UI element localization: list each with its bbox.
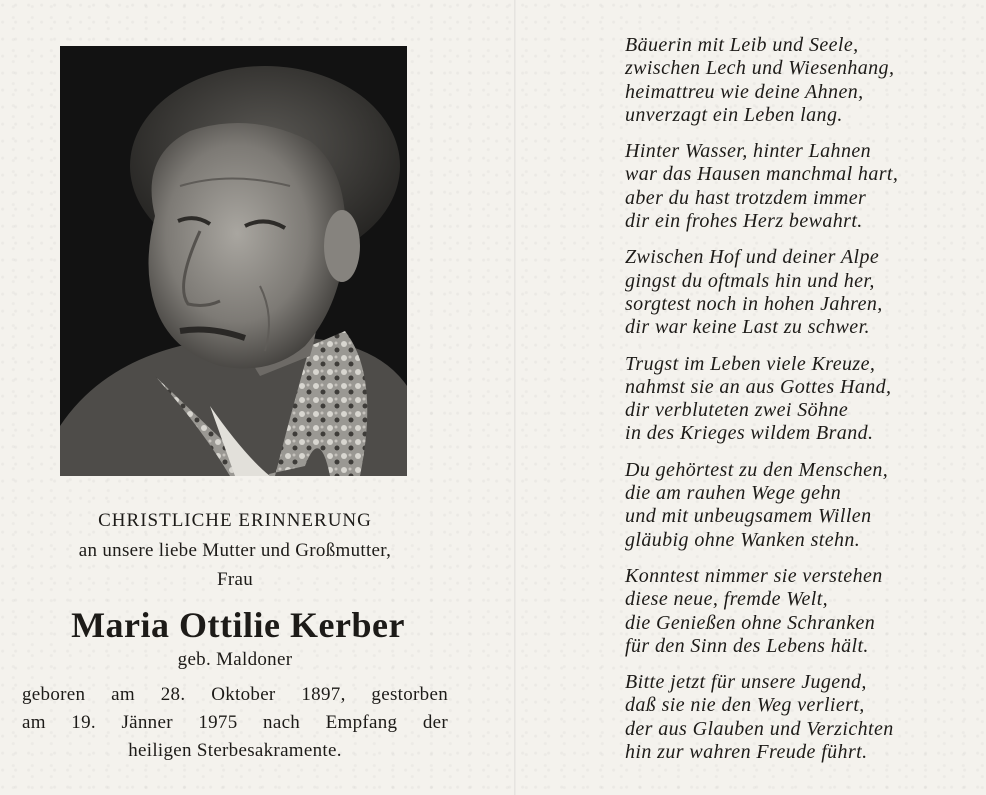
poem-line: dir ein frohes Herz bewahrt. xyxy=(625,210,863,233)
maiden-name: geb. Maldoner xyxy=(177,649,293,670)
poem-line: nahmst sie an aus Gottes Hand, xyxy=(625,375,892,398)
poem-line: Hinter Wasser, hinter Lahnen xyxy=(625,140,872,163)
poem xyxy=(625,34,965,777)
poem-line: die Genießen ohne Schranken xyxy=(625,611,876,634)
poem-line: und mit unbeugsamem Willen xyxy=(625,505,872,528)
poem-line: Konntest nimmer sie verstehen xyxy=(625,564,883,587)
poem-line: war das Hausen manchmal hart, xyxy=(625,163,899,186)
card-fold xyxy=(514,0,516,795)
poem-line: Du gehörtest zu den Menschen, xyxy=(625,458,889,481)
poem-line: der aus Glauben und Verzichten xyxy=(625,717,894,740)
intro-line: an unsere liebe Mutter und Großmutter, xyxy=(78,540,392,561)
poem-stanza xyxy=(625,353,965,446)
poem-line: dir verbluteten zwei Söhne xyxy=(625,399,849,422)
dates-line-2: am 19. Jänner 1975 nach Empfang der xyxy=(22,712,448,733)
poem-line: Zwischen Hof und deiner Alpe xyxy=(625,246,880,269)
poem-stanza xyxy=(625,671,965,764)
portrait-photo xyxy=(60,46,407,476)
poem-stanza xyxy=(625,565,965,658)
deceased-name: Maria Ottilie Kerber xyxy=(71,605,405,645)
title-word: Frau xyxy=(216,569,254,590)
poem-line: die am rauhen Wege gehn xyxy=(625,482,842,505)
poem-line: sorgtest noch in hohen Jahren, xyxy=(625,292,883,315)
poem-line: Trugst im Leben viele Kreuze, xyxy=(625,352,876,375)
poem-stanza xyxy=(625,246,965,339)
dates-line-3: heiligen Sterbesakramente. xyxy=(128,740,342,761)
poem-line: dir war keine Last zu schwer. xyxy=(625,316,870,339)
poem-line: gläubig ohne Wanken stehn. xyxy=(625,528,861,551)
poem-stanza xyxy=(625,34,965,127)
poem-line: hin zur wahren Freude führt. xyxy=(625,741,868,764)
poem-line: Bitte jetzt für unsere Jugend, xyxy=(625,671,867,694)
poem-line: zwischen Lech und Wiesenhang, xyxy=(625,57,895,80)
poem-line: für den Sinn des Lebens hält. xyxy=(625,634,869,657)
poem-line: gingst du oftmals hin und her, xyxy=(625,269,875,292)
poem-line: diese neue, fremde Welt, xyxy=(625,588,829,611)
poem-line: unverzagt ein Leben lang. xyxy=(625,103,843,126)
poem-line: heimattreu wie deine Ahnen, xyxy=(625,80,864,103)
poem-stanza xyxy=(625,140,965,233)
poem-line: aber du hast trotzdem immer xyxy=(625,186,867,209)
dates-line-1: geboren am 28. Oktober 1897, gestorben xyxy=(22,684,448,705)
poem-line: Bäuerin mit Leib und Seele, xyxy=(625,34,859,56)
memorial-heading: CHRISTLICHE ERINNERUNG xyxy=(98,510,372,531)
poem-line: in des Krieges wildem Brand. xyxy=(625,422,874,445)
poem-stanza xyxy=(625,459,965,552)
poem-line: daß sie nie den Weg verliert, xyxy=(625,694,865,717)
